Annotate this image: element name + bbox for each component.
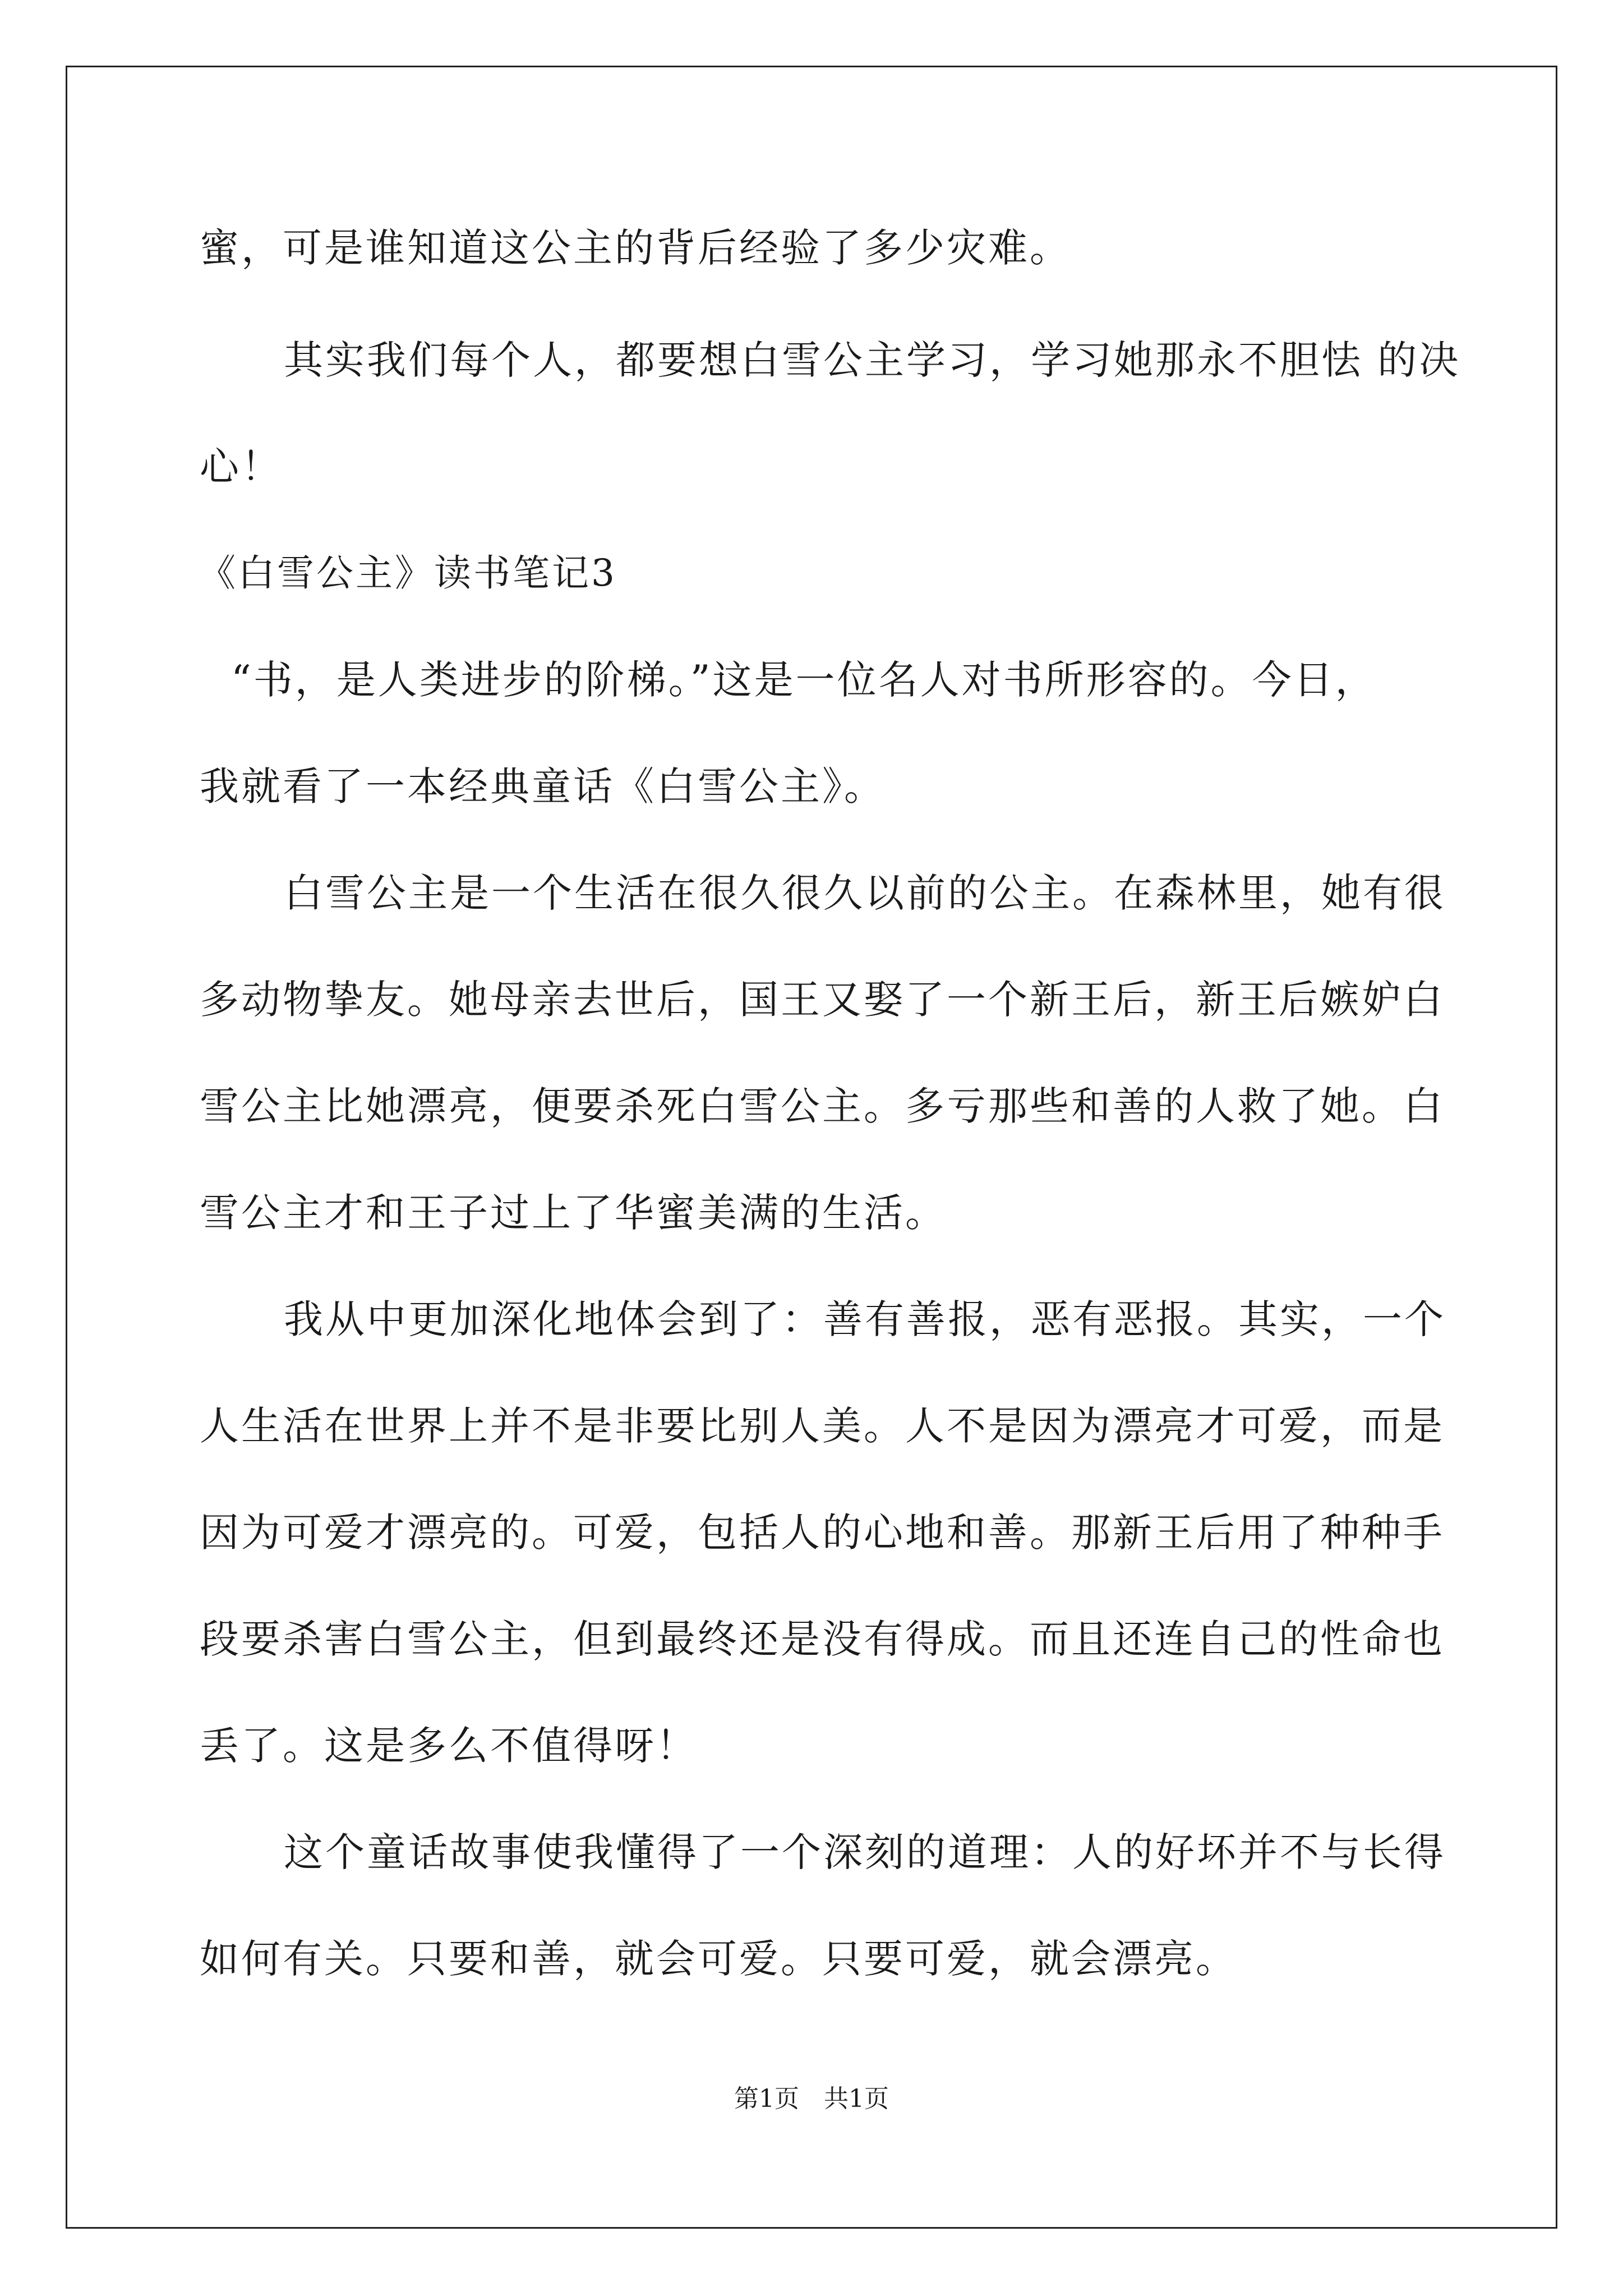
- text-line: 雪公主比她漂亮，便要杀死白雪公主。多亏那些和善的人救了她。白: [200, 1083, 1445, 1129]
- text-line: 雪公主才和王子过上了华蜜美满的生活。: [200, 1190, 947, 1236]
- text-line: 我就看了一本经典童话《白雪公主》。: [200, 763, 886, 809]
- page-footer: 第1页 共1页: [734, 2085, 889, 2113]
- text-line: 多动物挚友。她母亲去世后，国王又娶了一个新王后，新王后嫉妒白: [200, 977, 1445, 1023]
- paragraph-first-line: 白雪公主是一个生活在很久很久以前的公主。在森林里，她有很: [284, 870, 1446, 916]
- paragraph-first-line: 我从中更加深化地体会到了：善有善报，恶有恶报。其实，一个: [284, 1296, 1446, 1342]
- text-line: 如何有关。只要和善，就会可爱。只要可爱，就会漂亮。: [200, 1936, 1237, 1982]
- page-border: [66, 66, 1557, 2229]
- text-line: 丢了。这是多么不值得呀！: [200, 1723, 698, 1769]
- text-line: 心！: [200, 444, 283, 490]
- text-line: 蜜，可是谁知道这公主的背后经验了多少灾难。: [200, 225, 1071, 271]
- paragraph-first-line: 这个童话故事使我懂得了一个深刻的道理：人的好坏并不与长得: [284, 1829, 1446, 1875]
- text-line: 因为可爱才漂亮的。可爱，包括人的心地和善。那新王后用了种种手: [200, 1510, 1445, 1556]
- paragraph-first-line: 其实我们每个人，都要想白雪公主学习，学习她那永不胆怯 的决: [284, 337, 1461, 383]
- section-title: 《白雪公主》读书笔记3: [199, 551, 617, 595]
- text-line: 人生活在世界上并不是非要比别人美。人不是因为漂亮才可爱，而是: [200, 1403, 1445, 1449]
- text-line: 段要杀害白雪公主，但到最终还是没有得成。而且还连自己的性命也: [200, 1616, 1445, 1662]
- paragraph-first-line: “书，是人类进步的阶梯。”这是一位名人对书所形容的。今日，: [231, 657, 1377, 703]
